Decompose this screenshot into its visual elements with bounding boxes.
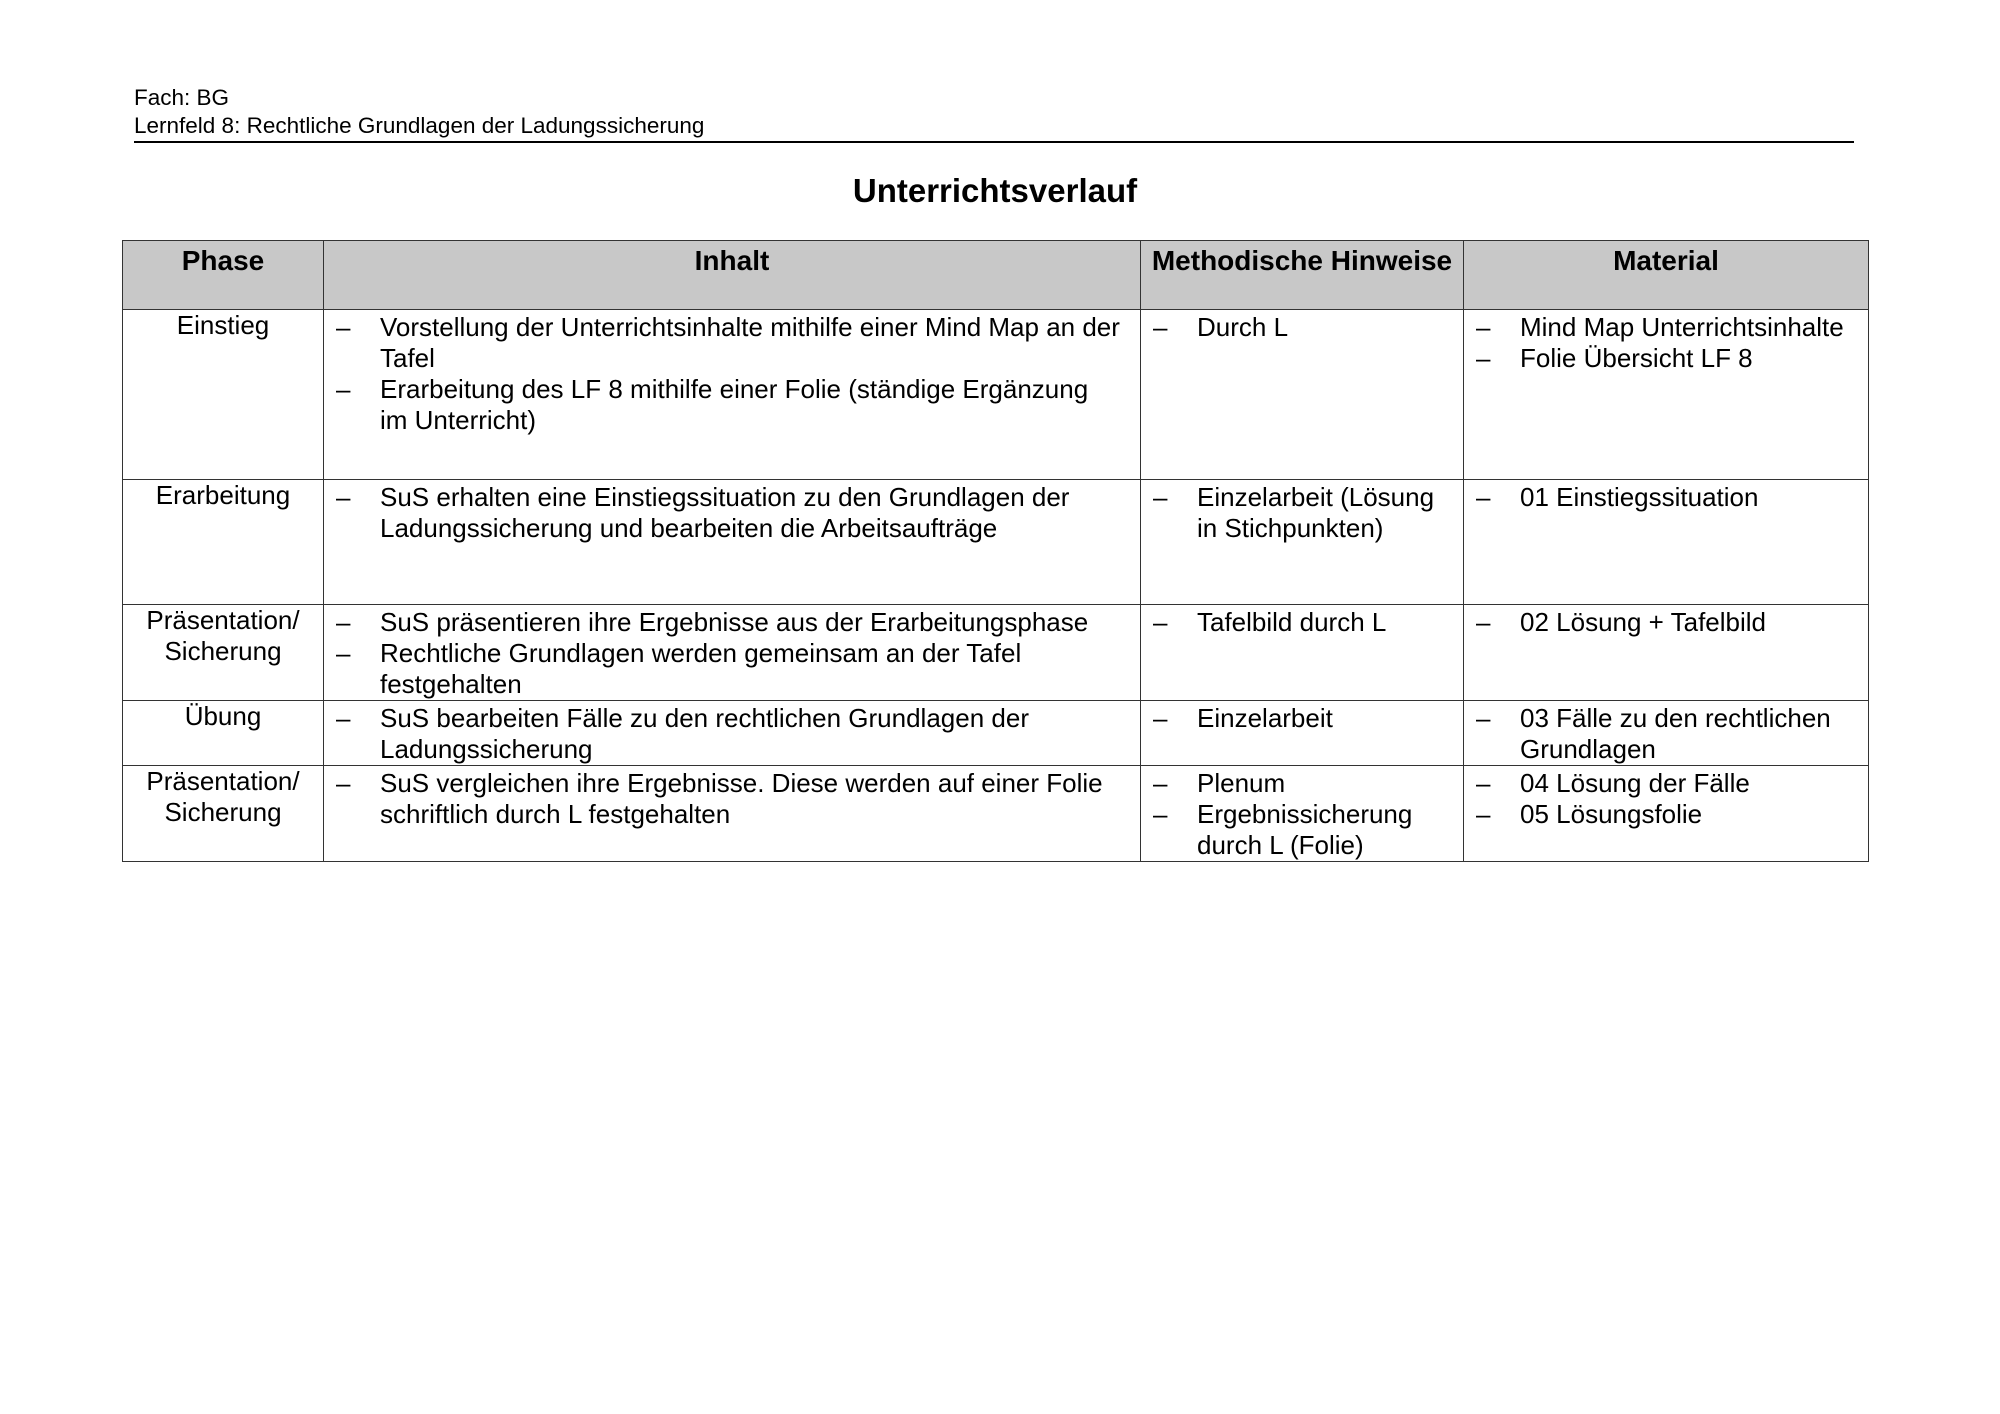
list-item: – Durch L: [1197, 312, 1443, 343]
inhalt-cell: [324, 310, 1141, 480]
page-header: [134, 84, 1854, 143]
inhalt-list: [324, 701, 1140, 765]
material-list: [1464, 310, 1868, 374]
list-item: – Vorstellung der Unterrichtsinhalte mithilfe einer Mind Map an der Tafel: [380, 312, 1120, 374]
phase-cell: Präsentation/ Sicherung: [123, 605, 324, 701]
material-list: [1464, 480, 1868, 513]
list-item: – SuS erhalten eine Einstiegssituation zu den Grundlagen der Ladungssicherung und bearbeiten die Arbeitsaufträge: [380, 482, 1120, 544]
methodik-cell: [1141, 605, 1464, 701]
material-list: [1464, 605, 1868, 638]
list-item: – Folie Übersicht LF 8: [1520, 343, 1848, 374]
column-header-material: Material: [1464, 241, 1869, 310]
methodik-cell: [1141, 701, 1464, 766]
methodik-list: [1141, 480, 1463, 544]
list-item: – 04 Lösung der Fälle: [1520, 768, 1848, 799]
material-list: [1464, 766, 1868, 830]
material-cell: [1464, 480, 1869, 605]
material-cell: [1464, 766, 1869, 862]
methodik-cell: [1141, 766, 1464, 862]
list-item: – Rechtliche Grundlagen werden gemeinsam an der Tafel festgehalten: [380, 638, 1120, 700]
table-row: [123, 310, 1869, 480]
list-item: – SuS präsentieren ihre Ergebnisse aus der Erarbeitungsphase: [380, 607, 1120, 638]
list-item: – 05 Lösungsfolie: [1520, 799, 1848, 830]
inhalt-list: [324, 605, 1140, 700]
list-item: – Plenum: [1197, 768, 1443, 799]
learning-field-label: Lernfeld 8: Rechtliche Grundlagen der Ladungssicherung: [134, 113, 705, 138]
inhalt-list: [324, 310, 1140, 436]
phase-cell: Übung: [123, 701, 324, 766]
material-cell: [1464, 310, 1869, 480]
methodik-list: [1141, 701, 1463, 734]
phase-cell: Präsentation/ Sicherung: [123, 766, 324, 862]
phase-cell: Einstieg: [123, 310, 324, 480]
methodik-list: [1141, 605, 1463, 638]
lesson-plan-table: [122, 240, 1869, 862]
list-item: – 03 Fälle zu den rechtlichen Grundlagen: [1520, 703, 1848, 765]
list-item: – Mind Map Unterrichtsinhalte: [1520, 312, 1848, 343]
list-item: – Ergebnissicherung durch L (Folie): [1197, 799, 1443, 861]
list-item: – Erarbeitung des LF 8 mithilfe einer Folie (ständige Ergänzung im Unterricht): [380, 374, 1120, 436]
list-item: – Einzelarbeit (Lösung in Stichpunkten): [1197, 482, 1443, 544]
methodik-list: [1141, 310, 1463, 343]
methodik-list: [1141, 766, 1463, 861]
inhalt-cell: [324, 480, 1141, 605]
page-title: Unterrichtsverlauf: [852, 172, 1138, 209]
inhalt-cell: [324, 605, 1141, 701]
material-cell: [1464, 605, 1869, 701]
column-header-inhalt: Inhalt: [324, 241, 1141, 310]
list-item: – 02 Lösung + Tafelbild: [1520, 607, 1848, 638]
table-row: [123, 605, 1869, 701]
list-item: – Einzelarbeit: [1197, 703, 1443, 734]
material-list: [1464, 701, 1868, 765]
column-header-phase: Phase: [123, 241, 324, 310]
column-header-methodik: Methodische Hinweise: [1141, 241, 1464, 310]
table-header-row: [123, 241, 1869, 310]
inhalt-list: [324, 766, 1140, 830]
methodik-cell: [1141, 480, 1464, 605]
list-item: – SuS vergleichen ihre Ergebnisse. Diese werden auf einer Folie schriftlich durch L festgehalten: [380, 768, 1120, 830]
inhalt-cell: [324, 701, 1141, 766]
table-row: [123, 480, 1869, 605]
material-cell: [1464, 701, 1869, 766]
table-row: [123, 766, 1869, 862]
list-item: – SuS bearbeiten Fälle zu den rechtlichen Grundlagen der Ladungssicherung: [380, 703, 1120, 765]
list-item: – Tafelbild durch L: [1197, 607, 1443, 638]
inhalt-list: [324, 480, 1140, 544]
methodik-cell: [1141, 310, 1464, 480]
subject-label: Fach: BG: [134, 85, 230, 110]
phase-cell: Erarbeitung: [123, 480, 324, 605]
list-item: – 01 Einstiegssituation: [1520, 482, 1848, 513]
table-row: [123, 701, 1869, 766]
inhalt-cell: [324, 766, 1141, 862]
